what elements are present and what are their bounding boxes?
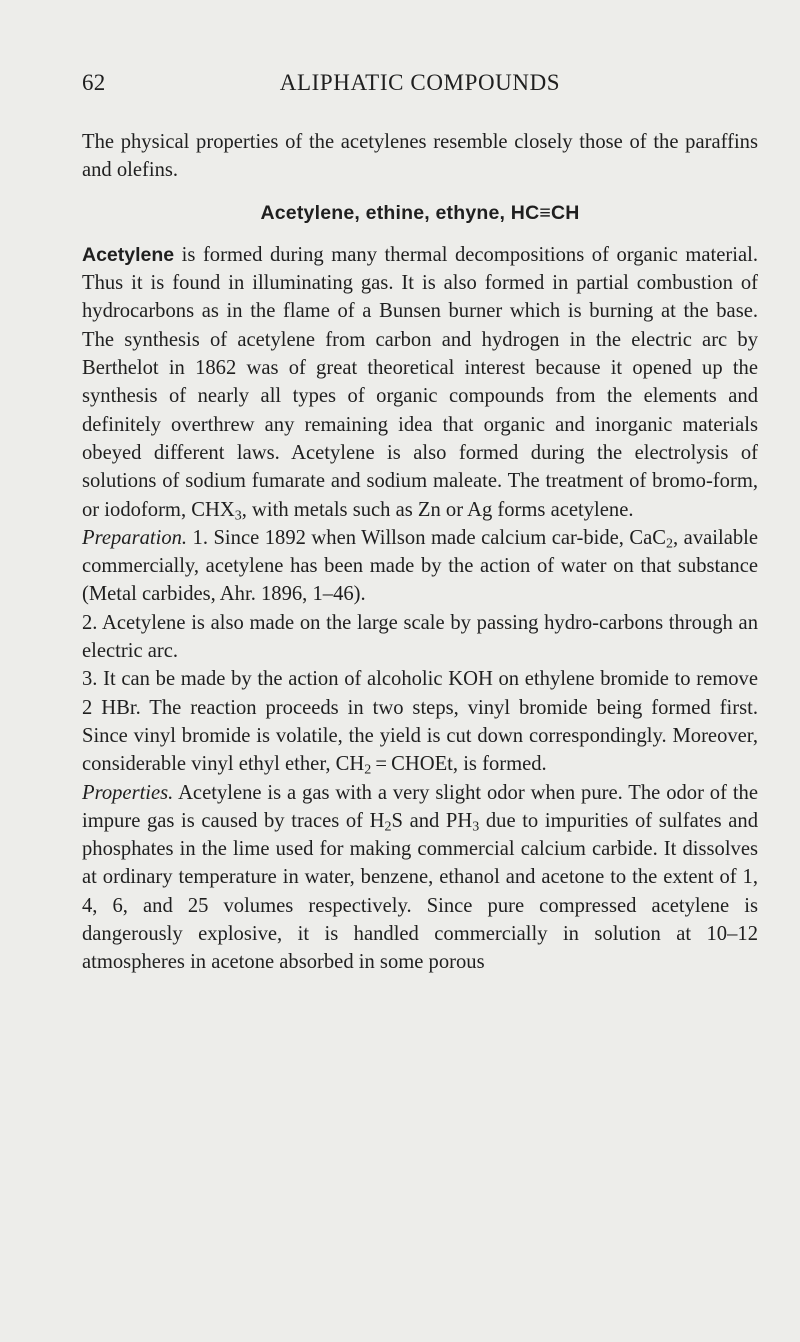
subscript: 2 bbox=[364, 762, 372, 778]
page-body bbox=[82, 128, 758, 977]
para-text: is formed during many thermal decompositions of organic material. Thus it is found in illuminating gas. It is also formed in partial combustion of hydrocarbons as in the flame of a Bunsen burner which is burning at the base. The synthesis of acetylene from carbon and hydrogen in the electric arc by Berthelot in 1862 was of great theoretical interest because it opened up the synthesis of nearly all types of organic compounds from the elements and definitely overthrew any remaining idea that organic and inorganic materials obeyed different laws. Acetylene is also formed during the electrolysis of solutions of sodium fumarate and sodium maleate. The treatment of bromo-form, or iodoform, CHX bbox=[82, 243, 758, 521]
intro-text: The physical properties of the acetylenes resemble closely those of the paraffins and olefins. bbox=[82, 131, 758, 182]
running-head bbox=[70, 70, 770, 100]
para-text: 1. Since 1892 when Willson made calcium car-bide, CaC bbox=[187, 526, 667, 549]
para-text: , available commercially, acetylene has been made by the action of water on that substance (Metal carbides, Ahr. 1896, 1–46). bbox=[82, 526, 759, 606]
section-heading: Acetylene, ethine, ethyne, HC≡CH bbox=[260, 201, 580, 224]
para-text: due to impurities of sulfates and phosphates in the lime used for making commercial calcium carbide. It dissolves at ordinary temperature in water, benzene, ethanol and acetone to the extent of 1, 4, 6, and 25 volumes respectively. Since pure compressed acetylene is dangerously explosive, it is handled commercially in solution at 10–12 atmospheres in acetone absorbed in some porous bbox=[82, 809, 759, 974]
subscript: 2 bbox=[666, 536, 674, 552]
subscript: 3 bbox=[472, 819, 480, 835]
properties-paragraph bbox=[82, 779, 758, 977]
intro-paragraph bbox=[82, 128, 758, 185]
acetylene-paragraph bbox=[82, 241, 758, 524]
page-number: 62 bbox=[82, 70, 106, 95]
preparation-paragraph-1 bbox=[82, 524, 758, 609]
para-text: = CHOEt, is formed. bbox=[371, 753, 547, 776]
para-text: 2. Acetylene is also made on the large scale by passing hydro-carbons through an electric arc. bbox=[82, 611, 758, 663]
lead-in-term: Acetylene bbox=[82, 243, 175, 266]
para-text: 3. It can be made by the action of alcoholic KOH on ethylene bromide to remove 2 HBr. The reaction proceeds in two steps, vinyl bromide being formed first. Since vinyl bromide is volatile, the yield is cut down correspondingly. Moreover, considerable vinyl ethyl ether, CH bbox=[82, 668, 758, 776]
preparation-paragraph-3 bbox=[82, 665, 758, 778]
running-title: ALIPHATIC COMPOUNDS bbox=[279, 70, 561, 95]
preparation-paragraph-2 bbox=[82, 609, 758, 666]
properties-label: Properties. bbox=[82, 781, 174, 804]
para-text: Acetylene is a gas with a very slight odor when pure. The odor of the impure gas is caused by traces of H bbox=[82, 781, 758, 832]
preparation-label: Preparation. bbox=[82, 526, 188, 549]
para-text: S and PH bbox=[391, 809, 473, 832]
subscript: 3 bbox=[234, 508, 242, 524]
para-text: , with metals such as Zn or Ag forms acetylene. bbox=[241, 498, 634, 521]
subscript: 2 bbox=[384, 819, 392, 835]
